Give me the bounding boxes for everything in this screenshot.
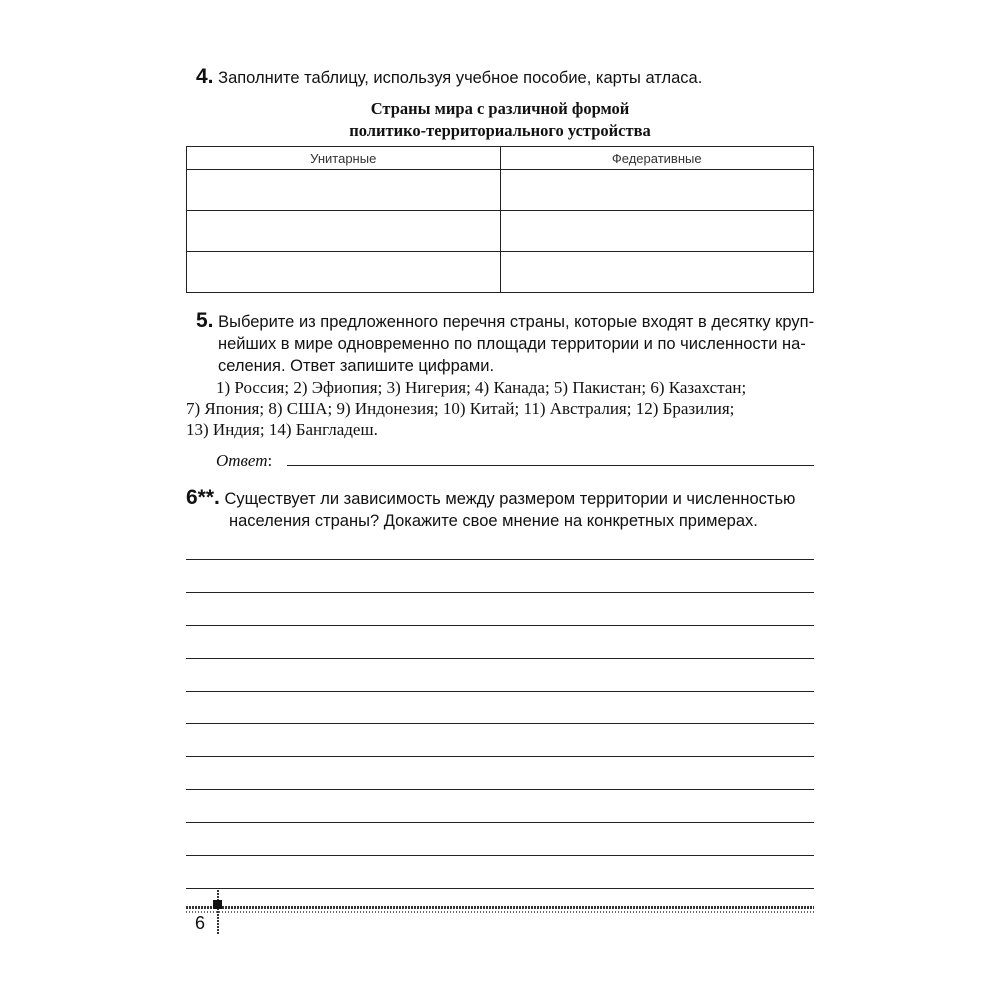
writing-line[interactable]	[186, 625, 814, 626]
table-cell-federal[interactable]	[500, 170, 814, 211]
writing-line[interactable]	[186, 855, 814, 856]
task-5-line-1	[196, 310, 816, 333]
footer-rule-secondary	[186, 911, 814, 913]
table-header-row	[187, 147, 814, 170]
answer-label: Ответ	[216, 451, 268, 470]
table-cell-federal[interactable]	[500, 252, 814, 293]
task-5-line-1-text: Выберите из предложенного перечня страны, которые входят в десятку круп-	[218, 313, 815, 331]
footer-marker-vertical	[217, 890, 219, 935]
writing-line[interactable]	[186, 658, 814, 659]
table-row	[187, 170, 814, 211]
page-number: 6	[195, 913, 206, 933]
task-4-number: 4.	[196, 65, 214, 88]
task-5-line-3: селения. Ответ запишите цифрами.	[218, 357, 495, 375]
column-header-federal: Федеративные	[500, 147, 814, 170]
task-6-prompt	[186, 487, 816, 532]
writing-line[interactable]	[186, 756, 814, 757]
task-4-prompt	[196, 66, 826, 89]
answer-row	[216, 450, 272, 471]
task-6-number: 6**.	[186, 486, 220, 509]
writing-line[interactable]	[186, 559, 814, 560]
countries-table	[186, 146, 814, 293]
writing-line[interactable]	[186, 592, 814, 593]
table-cell-unitary[interactable]	[187, 170, 501, 211]
country-list-line-3: 13) Индия; 14) Бангладеш.	[186, 420, 378, 439]
task-6-line-1	[186, 487, 816, 510]
task-5-number: 5.	[196, 309, 214, 332]
table-cell-unitary[interactable]	[187, 211, 501, 252]
table-row	[187, 252, 814, 293]
column-header-unitary: Унитарные	[187, 147, 501, 170]
table-title-line-1: Страны мира с различной формой	[370, 99, 630, 118]
task-5-line-2: нейших в мире одновременно по площади территории и по численности на-	[218, 335, 806, 353]
country-list-line-1: 1) Россия; 2) Эфиопия; 3) Нигерия; 4) Канада; 5) Пакистан; 6) Казахстан;	[216, 378, 747, 397]
country-list	[186, 377, 816, 440]
table-cell-federal[interactable]	[500, 211, 814, 252]
task-4-text: Заполните таблицу, используя учебное пособие, карты атласа.	[218, 69, 703, 87]
answer-line[interactable]	[287, 465, 814, 466]
writing-line[interactable]	[186, 723, 814, 724]
writing-line[interactable]	[186, 822, 814, 823]
table-cell-unitary[interactable]	[187, 252, 501, 293]
table-row	[187, 211, 814, 252]
writing-line[interactable]	[186, 888, 814, 889]
footer-marker-square	[213, 900, 222, 909]
table-title-line-2: политико-территориального устройства	[349, 121, 651, 140]
table-title	[186, 98, 814, 142]
task-6-line-1-text: Существует ли зависимость между размером территории и численностью	[224, 490, 796, 508]
task-5-prompt	[196, 310, 816, 377]
writing-line[interactable]	[186, 691, 814, 692]
country-list-line-2: 7) Япония; 8) США; 9) Индонезия; 10) Китай; 11) Австралия; 12) Бразилия;	[186, 399, 735, 418]
writing-line[interactable]	[186, 789, 814, 790]
task-6-line-2: населения страны? Докажите свое мнение на конкретных примерах.	[229, 512, 758, 530]
answer-colon: :	[267, 451, 273, 470]
footer-rule	[186, 906, 814, 909]
